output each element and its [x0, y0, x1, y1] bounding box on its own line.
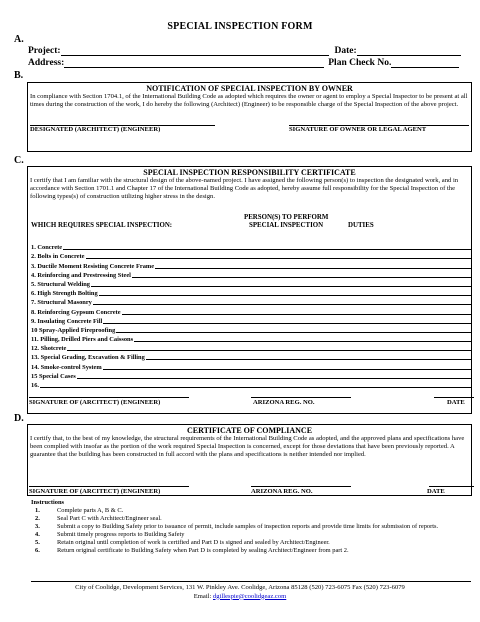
which-requires-header: WHICH REQUIRES SPECIAL INSPECTION:: [31, 222, 173, 229]
section-d-letter: D.: [14, 413, 24, 424]
persons-header-bottom: SPECIAL INSPECTION: [249, 222, 324, 229]
inspection-item[interactable]: 8. Reinforcing Gypsum Concrete: [31, 306, 471, 315]
inspection-item[interactable]: 5. Structural Welding: [31, 279, 471, 288]
plan-check-label: Plan Check No.: [328, 58, 392, 68]
address-input-line[interactable]: [64, 58, 324, 68]
inspection-item[interactable]: 6. High Strength Bolting: [31, 288, 471, 297]
compliance-reg-no-line[interactable]: [251, 486, 351, 487]
compliance-date-label: DATE: [427, 488, 445, 495]
project-input-line[interactable]: [61, 46, 329, 56]
reg-no-label: ARIZONA REG. NO.: [253, 399, 315, 406]
inspection-item[interactable]: 10 Spray-Applied Fireproofing: [31, 325, 471, 334]
section-c-letter: C.: [14, 155, 24, 166]
footer: [0, 584, 480, 601]
instruction-item: 4. Submit timely progress reports to Building Safety: [35, 531, 185, 538]
instruction-item: 6. Return original certificate to Building Safety when Part D is completed by sealing Architect/Engineer from part 2.: [35, 547, 349, 554]
section-b-letter: B.: [14, 70, 24, 81]
instruction-item: 5. Retain original until completion of work is certified and Part D is signed and sealed by Architect/Engineer.: [35, 539, 330, 546]
instructions-heading: Instructions: [31, 499, 65, 506]
instructions-block: [31, 498, 471, 555]
owner-notification-box: [27, 82, 472, 152]
form-title: SPECIAL INSPECTION FORM: [167, 21, 313, 32]
date-label: Date:: [334, 46, 357, 56]
inspection-item[interactable]: 2. Bolts in Concrete: [31, 251, 471, 260]
inspection-item[interactable]: 3. Ductile Moment Resisting Concrete Frame: [31, 260, 471, 269]
inspection-item[interactable]: 9. Insulating Concrete Fill: [31, 316, 471, 325]
owner-signature-label: SIGNATURE OF OWNER OR LEGAL AGENT: [289, 126, 427, 134]
inspection-item[interactable]: 4. Reinforcing and Prestressing Steel: [31, 270, 471, 279]
designated-label: DESIGNATED (ARCHITECT) (ENGINEER): [30, 126, 161, 134]
instruction-item: 3. Submit a copy to Building Safety prior to issuance of permit, include samples of inspection reports and provide time limits for submission of reports.: [35, 523, 439, 530]
inspection-item[interactable]: 16.: [31, 380, 471, 389]
architect-signature-label: SIGNATURE OF (ARCITECT) (ENGINEER): [29, 399, 161, 406]
inspection-item[interactable]: 7. Structural Masonry: [31, 297, 471, 306]
inspection-item[interactable]: 14. Smoke-control System: [31, 361, 471, 370]
reg-no-line[interactable]: [251, 397, 351, 398]
date-input-line[interactable]: [357, 46, 461, 56]
architect-signature-line[interactable]: [29, 397, 189, 398]
duties-header: DUTIES: [348, 222, 374, 229]
footer-email-label: Email:: [193, 592, 212, 600]
inspection-item[interactable]: 13. Special Grading, Excavation & Filling: [31, 352, 471, 361]
compliance-heading: CERTIFICATE OF COMPLIANCE: [186, 426, 313, 435]
section-a-letter: A.: [14, 34, 24, 45]
owner-notification-heading: NOTIFICATION OF SPECIAL INSPECTION BY OWNER: [146, 84, 353, 93]
inspection-item[interactable]: 11. Pilling, Drilled Piers and Caissons: [31, 334, 471, 343]
inspection-item[interactable]: 15 Special Cases: [31, 371, 471, 380]
footer-address: City of Coolidge, Development Services, 131 W. Pinkley Ave. Coolidge, Arizona 85128 (520) 723-6075 Fax (520) 723-6079: [75, 584, 405, 591]
inspection-item[interactable]: 12. Shotcrete: [31, 343, 471, 352]
instruction-item: 2. Seal Part C with Architect/Engineer seal.: [35, 515, 162, 522]
compliance-text: I certify that, to the best of my knowledge, the structural requirements of the International Building Code as adopted, and the approved plans and specifications have been complied with insofar as the portion of the work required Special Inspection is concerned, except for those deviations that have been previously reported. A guarantee that the building has been constructed in full accord with the plans and specifications is neither intended nor implied.: [30, 435, 465, 459]
inspection-type-list: [31, 242, 471, 389]
address-label: Address:: [28, 58, 65, 68]
compliance-signature-line[interactable]: [29, 486, 189, 487]
compliance-date-line[interactable]: [429, 486, 474, 487]
compliance-signature-label: SIGNATURE OF (ARCITECT) (ENGINEER): [29, 488, 161, 495]
footer-email-row: [0, 593, 480, 602]
plan-check-input-line[interactable]: [391, 58, 459, 68]
project-label: Project:: [28, 46, 61, 56]
responsibility-heading: SPECIAL INSPECTION RESPONSIBILITY CERTIFICATE: [143, 168, 356, 177]
owner-notification-text: In compliance with Section 1704.1, of the International Building Code as adopted which requires the owner or agent to employ a Special Inspector to be present at all times during the construction of the work, I do hereby the following (Architect) (Engineer) to be responsible charge of the Special Inspection of the above project.: [30, 93, 468, 109]
inspection-item[interactable]: 1. Concrete: [31, 242, 471, 251]
persons-header-top: PERSON(S) TO PERFORM: [244, 214, 329, 221]
compliance-reg-no-label: ARIZONA REG. NO.: [251, 488, 313, 495]
date-line[interactable]: [434, 397, 474, 398]
footer-email-link[interactable]: dgillespie@coolidgeaz.com: [212, 592, 287, 600]
date-label: DATE: [447, 399, 465, 406]
footer-divider: [31, 581, 471, 582]
project-block: [28, 44, 472, 68]
responsibility-text: I certify that I am familiar with the structural design of the above-named project. I have assigned the following person(s) to inspection the designated work, and in accordance with Section 1701.1 and Chapter 17 of the International Building Code as adopted, hereby assume full responsibility for the Special Inspection of the following types(s) of construction utilizing higher stress in the design.: [30, 177, 459, 201]
instruction-item: 1. Complete parts A, B & C.: [35, 507, 124, 514]
